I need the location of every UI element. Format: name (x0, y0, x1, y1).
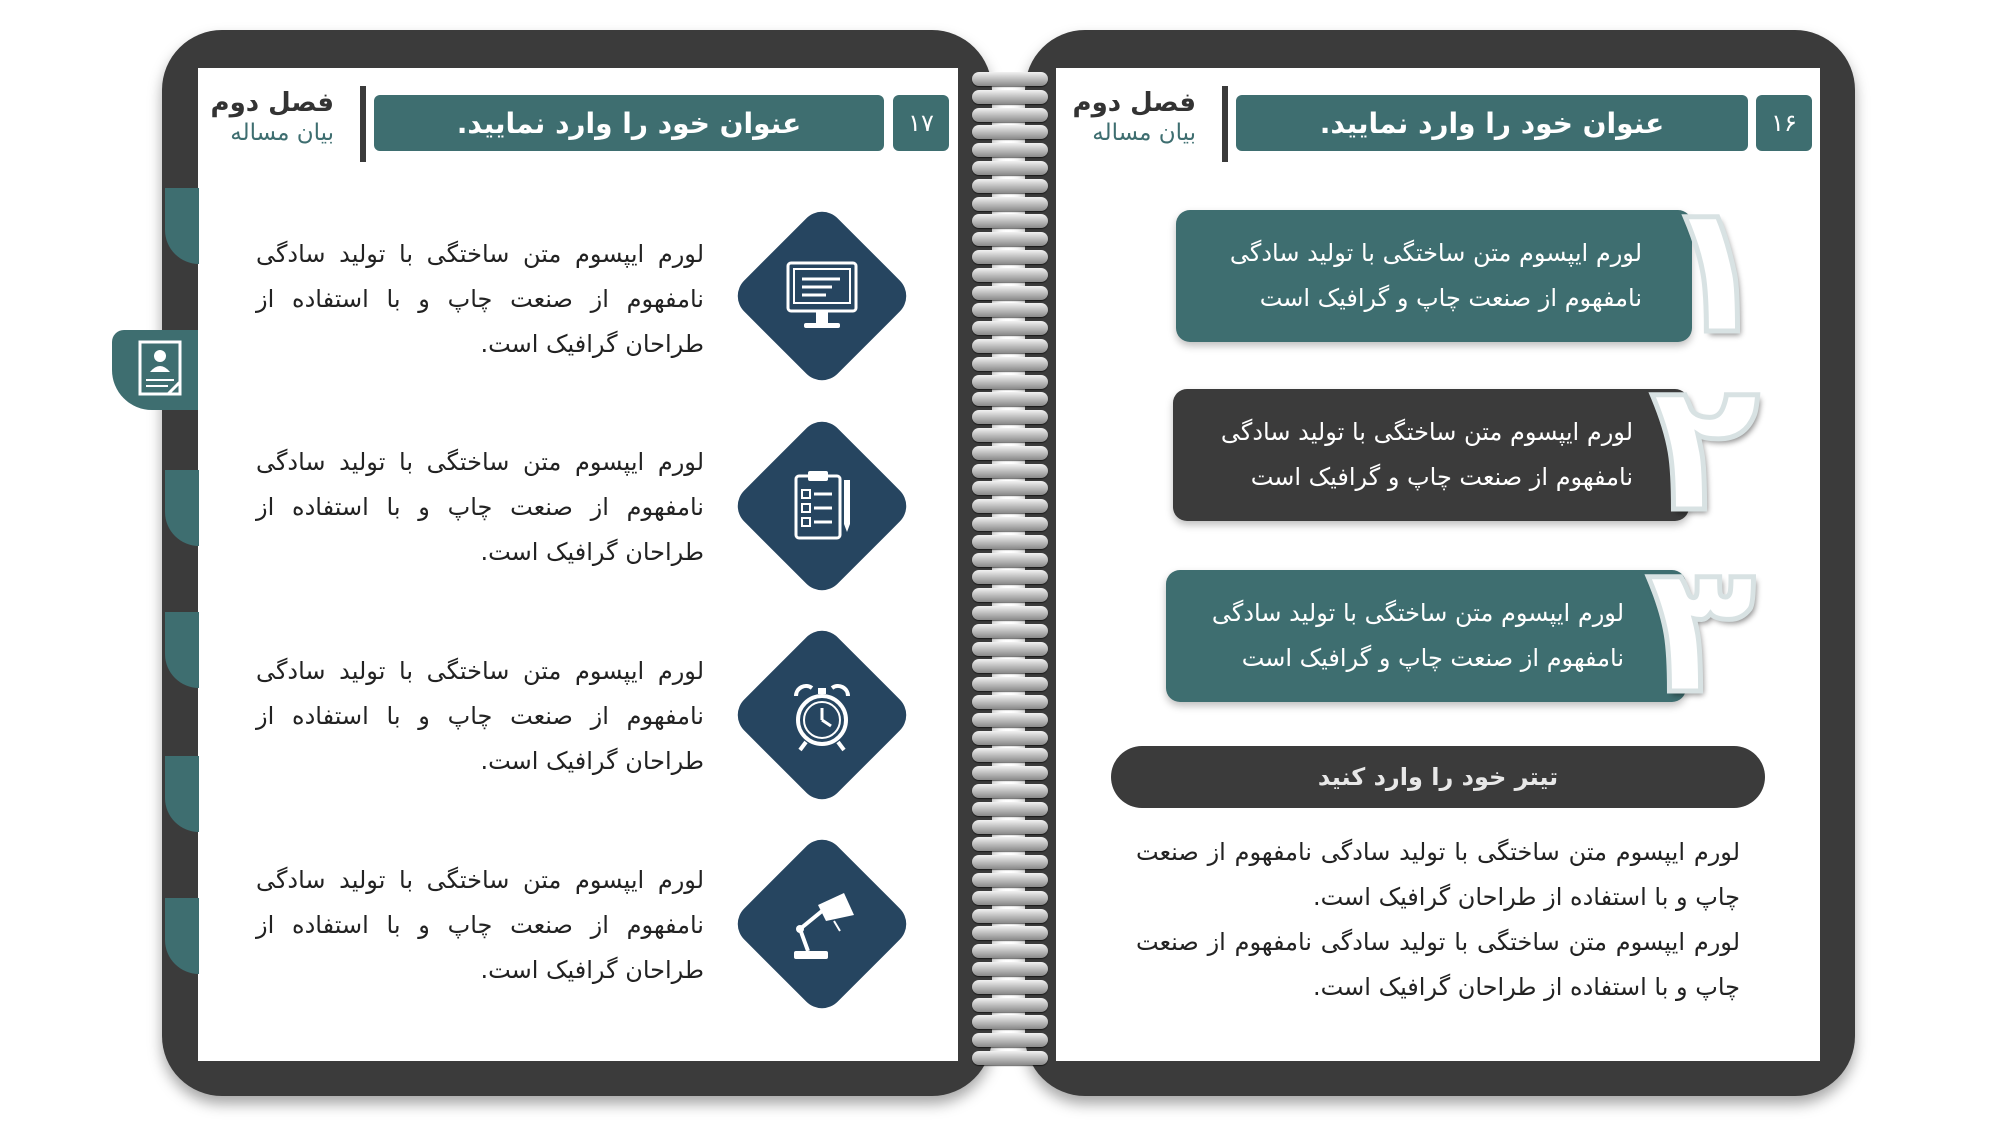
spiral-ring (972, 926, 1048, 940)
list-item-text: لورم ایپسوم متن ساختگی با تولید سادگی نامفهوم از صنعت چاپ و با استفاده از طراحان گرافیک است. (256, 657, 704, 775)
spiral-ring (972, 1051, 1048, 1065)
spiral-ring (972, 695, 1048, 709)
step-box-2 (1173, 389, 1689, 521)
computer-monitor-icon (782, 257, 862, 337)
left-chapter-label (200, 88, 334, 146)
step-text-line: لورم ایپسوم متن ساختگی با تولید سادگی (1229, 239, 1642, 267)
list-item-text: لورم ایپسوم متن ساختگی با تولید سادگی نامفهوم از صنعت چاپ و با استفاده از طراحان گرافیک است. (256, 866, 704, 984)
spiral-ring (972, 161, 1048, 175)
bookmark-tab[interactable] (112, 330, 202, 410)
step-text-line: نامفهوم از صنعت چاپ و گرافیک است (1259, 284, 1642, 312)
spiral-ring (972, 339, 1048, 353)
spiral-ring (972, 642, 1048, 656)
spiral-ring (972, 143, 1048, 157)
document-user-icon (112, 330, 202, 410)
spiral-ring (972, 446, 1048, 460)
spiral-ring (972, 855, 1048, 869)
step-text-line: لورم ایپسوم متن ساختگی با تولید سادگی (1220, 418, 1633, 446)
spiral-ring (972, 802, 1048, 816)
spiral-ring (972, 535, 1048, 549)
spiral-ring (972, 303, 1048, 317)
spiral-ring (972, 624, 1048, 638)
spiral-ring (972, 499, 1048, 513)
chapter-title: فصل دوم (1072, 88, 1196, 118)
spiral-ring (972, 232, 1048, 246)
spiral-ring (972, 90, 1048, 104)
step-text-line: نامفهوم از صنعت چاپ و گرافیک است (1250, 463, 1633, 491)
chapter-subtitle: بیان مساله (230, 120, 334, 146)
body-paragraph: لورم ایپسوم متن ساختگی با تولید سادگی نامفهوم از صنعت چاپ و با استفاده از طراحان گرافیک است. (1136, 928, 1740, 1001)
spiral-ring (972, 392, 1048, 406)
spiral-ring (972, 1033, 1048, 1047)
spiral-ring (972, 784, 1048, 798)
desk-lamp-icon (782, 885, 862, 965)
spiral-ring (972, 321, 1048, 335)
spiral-ring (972, 909, 1048, 923)
spiral-ring (972, 588, 1048, 602)
step-box-3 (1166, 570, 1686, 702)
spiral-ring (972, 891, 1048, 905)
spiral-ring (972, 214, 1048, 228)
page-number: ۱۷ (893, 95, 949, 151)
spiral-ring (972, 179, 1048, 193)
page-title: عنوان خود را وارد نمایید. (1236, 95, 1748, 151)
spiral-ring (972, 677, 1048, 691)
step-number: ۳ (1646, 525, 1756, 734)
spiral-ring (972, 766, 1048, 780)
spiral-ring (972, 659, 1048, 673)
page-number: ۱۶ (1756, 95, 1812, 151)
spiral-ring (972, 713, 1048, 727)
spiral-ring (972, 820, 1048, 834)
subheading: تیتر خود را وارد کنید (1111, 746, 1765, 808)
spiral-ring (972, 72, 1048, 86)
spiral-ring (972, 375, 1048, 389)
page-title: عنوان خود را وارد نمایید. (374, 95, 884, 151)
alarm-clock-icon (782, 676, 862, 756)
spiral-ring (972, 606, 1048, 620)
spiral-ring (972, 464, 1048, 478)
chapter-subtitle: بیان مساله (1092, 120, 1196, 146)
spiral-ring (972, 517, 1048, 531)
spiral-ring (972, 286, 1048, 300)
list-item-text: لورم ایپسوم متن ساختگی با تولید سادگی نامفهوم از صنعت چاپ و با استفاده از طراحان گرافیک است. (256, 448, 704, 566)
list-item-text: لورم ایپسوم متن ساختگی با تولید سادگی نامفهوم از صنعت چاپ و با استفاده از طراحان گرافیک است. (256, 240, 704, 358)
header-divider (1222, 86, 1228, 162)
spiral-ring (972, 962, 1048, 976)
step-number: ۲ (1650, 343, 1760, 552)
spiral-ring (972, 998, 1048, 1012)
spiral-ring (972, 837, 1048, 851)
step-text-line: لورم ایپسوم متن ساختگی با تولید سادگی (1211, 599, 1624, 627)
spiral-ring (972, 428, 1048, 442)
body-paragraph: لورم ایپسوم متن ساختگی با تولید سادگی نامفهوم از صنعت چاپ و با استفاده از طراحان گرافیک است. (1136, 838, 1740, 911)
spiral-ring (972, 250, 1048, 264)
step-number: ۱ (1660, 165, 1770, 374)
spiral-ring (972, 873, 1048, 887)
spiral-ring (972, 357, 1048, 371)
spiral-ring (972, 125, 1048, 139)
spiral-ring (972, 553, 1048, 567)
right-chapter-label (1062, 88, 1196, 146)
spiral-ring (972, 1015, 1048, 1029)
chapter-title: فصل دوم (210, 88, 334, 118)
step-box-1 (1176, 210, 1692, 342)
spiral-ring (972, 410, 1048, 424)
spiral-ring (972, 108, 1048, 122)
step-text-line: نامفهوم از صنعت چاپ و گرافیک است (1241, 644, 1624, 672)
spiral-ring (972, 570, 1048, 584)
spiral-ring (972, 731, 1048, 745)
header-divider (360, 86, 366, 162)
spiral-ring (972, 980, 1048, 994)
spiral-ring (972, 197, 1048, 211)
spiral-ring (972, 944, 1048, 958)
spiral-ring (972, 748, 1048, 762)
spiral-ring (972, 268, 1048, 282)
spiral-ring (972, 481, 1048, 495)
clipboard-checklist-icon (782, 466, 862, 546)
